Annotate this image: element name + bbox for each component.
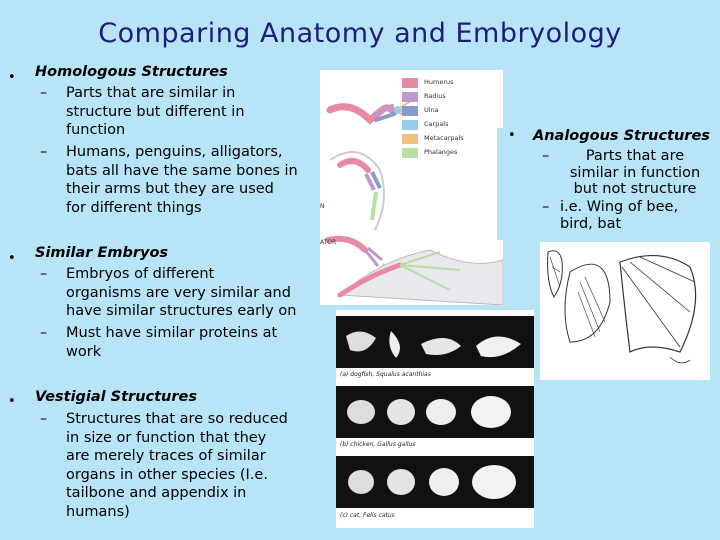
bullet-glyph: • — [508, 128, 516, 143]
embryos-point-2 — [40, 324, 278, 361]
dash-glyph: – — [40, 411, 48, 427]
bone-label-ator: ATOR — [320, 239, 337, 246]
embryo-caption-cat: (c) cat, Felis catus — [340, 512, 395, 519]
analogous-point-1 — [542, 148, 710, 198]
text-line: Parts that are — [585, 148, 685, 164]
slide-title: Comparing Anatomy and Embryology — [98, 18, 622, 49]
vestigial-heading: Vestigial Structures — [35, 389, 197, 405]
legend-swatch-metacarpals — [402, 134, 418, 144]
bullet-glyph: • — [8, 251, 16, 266]
embryo-photo-chicken — [336, 386, 534, 438]
chicken-embryos — [336, 386, 534, 438]
legend-label-carpals: Carpals — [424, 120, 449, 128]
legend-label-metacarpals: Metacarpals — [424, 134, 464, 142]
bullet-glyph: • — [8, 70, 16, 85]
text-line: Structures that are so reduced — [66, 411, 288, 427]
legend-swatch-ulna — [402, 106, 418, 116]
text-line: organs in other species (I.e. — [66, 466, 268, 483]
text-line: are merely traces of similar — [66, 448, 266, 464]
text-line: but not structure — [573, 181, 697, 197]
text-line: organisms are very similar and — [66, 284, 291, 301]
text-line: humans) — [66, 503, 130, 520]
text-line: bird, bat — [560, 215, 622, 232]
dash-glyph: – — [40, 144, 48, 160]
homologous-bones-image — [320, 70, 503, 305]
embryo-caption-chicken: (b) chicken, Gallus gallus — [340, 441, 416, 448]
homologous-point-2 — [40, 143, 298, 217]
text-line: Parts that are similar in — [66, 85, 236, 101]
dash-glyph: – — [542, 199, 550, 215]
text-line: Must have similar proteins at — [66, 325, 278, 341]
text-line: have similar structures early on — [66, 303, 297, 319]
text-line: bats all have the same bones in — [66, 162, 298, 179]
text-line: in size or function that they — [66, 429, 267, 446]
wings-illustration — [540, 242, 710, 380]
legend-swatch-radius — [402, 92, 418, 102]
legend-swatch-humerus — [402, 78, 418, 88]
text-line: tailbone and appendix in — [66, 485, 247, 501]
embryo-photo-cat — [336, 456, 534, 508]
dash-glyph: – — [40, 325, 48, 341]
bone-label-n: N — [320, 203, 325, 210]
text-line: work — [66, 343, 102, 360]
embryo-photo-dogfish — [336, 316, 534, 368]
legend-label-phalanges: Phalanges — [424, 148, 458, 156]
text-line: for different things — [66, 199, 202, 216]
embryo-caption-dogfish: (a) dogfish, Squalus acanthias — [340, 371, 431, 378]
text-line: Humans, penguins, alligators, — [66, 144, 283, 160]
legend-swatch-phalanges — [402, 148, 418, 158]
legend-label-radius: Radius — [424, 92, 446, 100]
analogous-heading: Analogous Structures — [533, 128, 710, 144]
bullet-glyph: • — [8, 394, 16, 409]
text-line: function — [66, 122, 126, 138]
legend-label-ulna: Ulna — [424, 106, 439, 114]
analogous-point-2 — [542, 199, 700, 232]
vestigial-point-1 — [40, 410, 288, 521]
legend-swatch-carpals — [402, 120, 418, 130]
embryos-heading: Similar Embryos — [35, 245, 169, 261]
dash-glyph: – — [40, 266, 48, 282]
dash-glyph: – — [542, 148, 550, 164]
cat-embryos — [336, 456, 534, 508]
homologous-heading: Homologous Structures — [35, 64, 228, 80]
legend-label-humerus: Humerus — [424, 78, 454, 86]
analogous-wings-image — [540, 242, 710, 380]
embryos-image — [336, 310, 534, 528]
text-line: i.e. Wing of bee, — [560, 199, 679, 215]
text-line: their arms but they are used — [66, 181, 274, 197]
text-line: similar in function — [569, 164, 701, 181]
text-line: Embryos of different — [66, 266, 215, 282]
dash-glyph: – — [40, 85, 48, 101]
dogfish-embryos — [336, 316, 534, 368]
homologous-point-1 — [40, 84, 245, 140]
text-line: structure but different in — [66, 103, 245, 120]
embryos-point-1 — [40, 265, 297, 321]
